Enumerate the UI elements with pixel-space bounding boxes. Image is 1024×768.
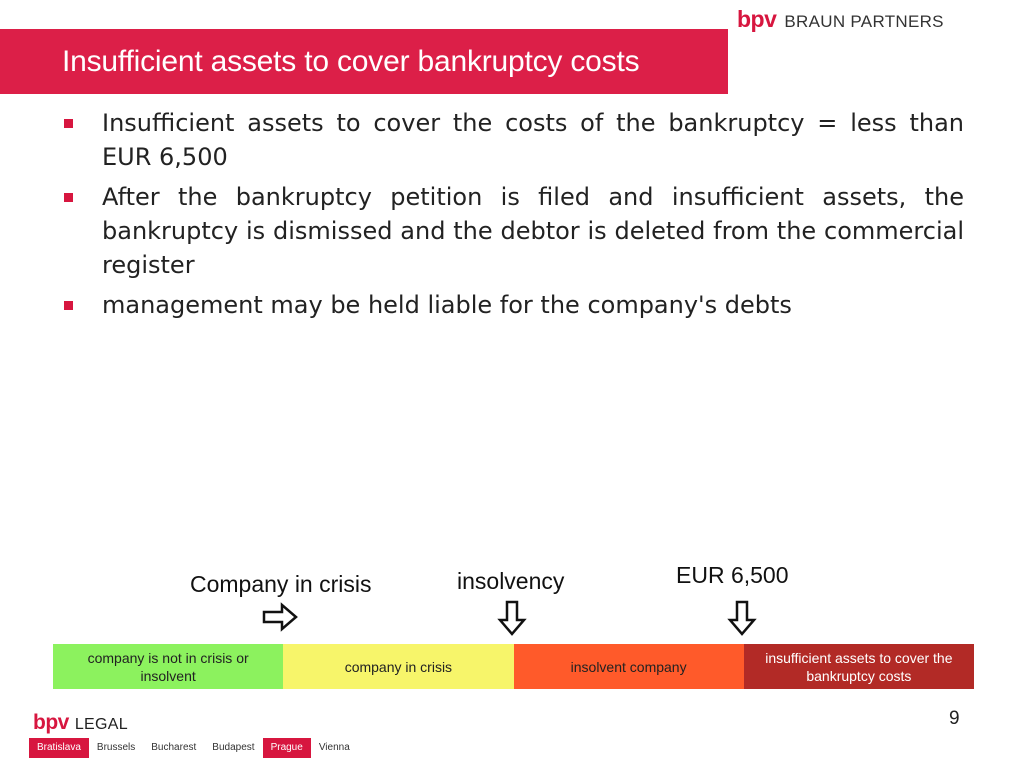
stage-segment (514, 644, 744, 689)
bullet-text: management may be held liable for the company's debts (102, 291, 792, 319)
city-item[interactable]: Budapest (212, 742, 255, 753)
stage-label: company in crisis (344, 658, 453, 675)
bullet-item (62, 288, 964, 322)
footer-logo (33, 711, 128, 735)
stage-segment (53, 644, 283, 689)
square-bullet-icon (64, 193, 73, 202)
label-insolvency: insolvency (457, 568, 565, 594)
city-item[interactable]: Vienna (318, 742, 350, 753)
city-item[interactable]: Bratislava (29, 738, 89, 758)
page-number: 9 (949, 708, 960, 729)
square-bullet-icon (64, 119, 73, 128)
logo-mark: bpv (737, 6, 777, 32)
city-list (29, 738, 358, 758)
logo-text: LEGAL (74, 716, 128, 733)
label-company-in-crisis: Company in crisis (190, 571, 372, 597)
slide-title: Insufficient assets to cover bankruptcy costs (62, 44, 640, 78)
stage-label: insolvent company (570, 658, 687, 675)
logo-text: BRAUN PARTNERS (784, 12, 944, 31)
city-item[interactable]: Prague (263, 738, 311, 758)
arrow-down-icon (497, 600, 527, 636)
label-threshold: EUR 6,500 (676, 562, 789, 588)
logo-mark: bpv (33, 711, 69, 734)
arrow-down-icon (727, 600, 757, 636)
bullet-list (62, 106, 964, 328)
bullet-item (62, 180, 964, 282)
title-bar (0, 29, 728, 94)
stage-label: insufficient assets to cover the bankruptcy costs (765, 649, 953, 684)
stage-segment (283, 644, 513, 689)
square-bullet-icon (64, 301, 73, 310)
bullet-text: After the bankruptcy petition is filed and insufficient assets, the bankruptcy is dismissed and the debtor is deleted from the commercial register (102, 183, 964, 279)
stage-label: company is not in crisis or insolvent (87, 649, 249, 684)
stage-bar (53, 644, 974, 689)
arrow-right-icon (262, 602, 298, 632)
stage-segment (744, 644, 974, 689)
bullet-text: Insufficient assets to cover the costs of the bankruptcy = less than EUR 6,500 (102, 109, 964, 171)
bullet-item (62, 106, 964, 174)
brand-logo (737, 6, 944, 33)
city-item[interactable]: Bucharest (151, 742, 197, 753)
city-item[interactable]: Brussels (96, 742, 136, 753)
